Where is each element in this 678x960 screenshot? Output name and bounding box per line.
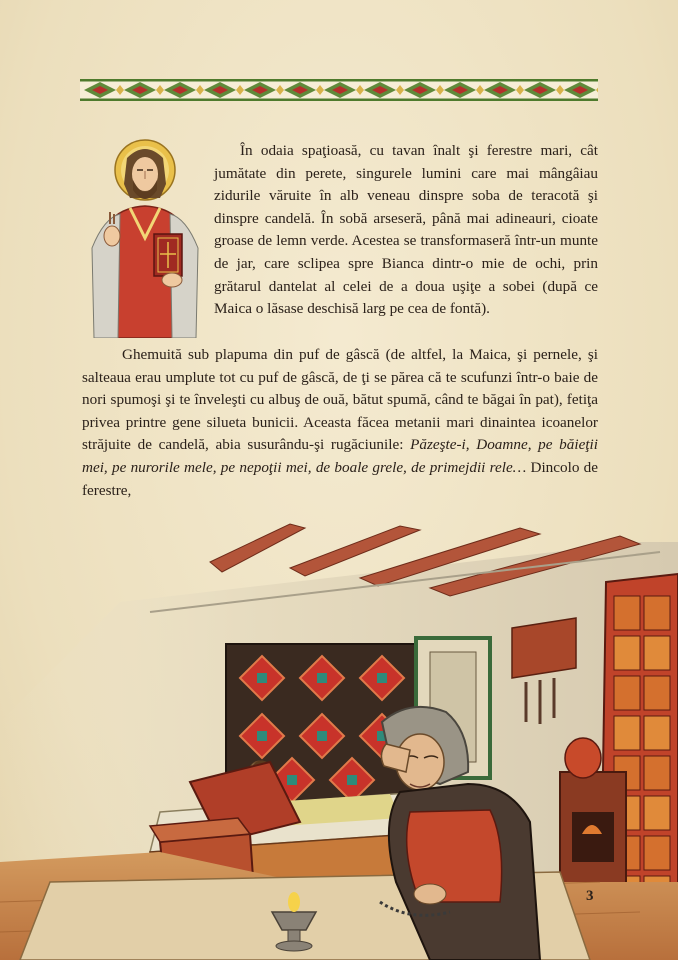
stove-tile bbox=[614, 716, 640, 750]
rug-motif-center bbox=[257, 731, 267, 741]
paragraph-2 bbox=[82, 344, 598, 502]
prayer-text: Păzeşte-i, Doamne, pe băieţii mei, pe nurorile mele, pe nepoţii mei, de boale grele, de primejdii rele… bbox=[82, 436, 598, 476]
paragraph-2-end: Dincolo de ferestre, bbox=[82, 458, 599, 499]
stove-tile bbox=[644, 596, 670, 630]
rug-motif-center bbox=[287, 775, 297, 785]
stove-tile bbox=[614, 636, 640, 670]
stove-tile bbox=[644, 716, 670, 750]
folk-pattern-border bbox=[80, 79, 598, 101]
rug-motif-center bbox=[257, 673, 267, 683]
stove-tile bbox=[644, 756, 670, 790]
stove-tile bbox=[614, 676, 640, 710]
rug-motif-center bbox=[377, 673, 387, 683]
page-number: 3 bbox=[586, 888, 594, 904]
stove-tile bbox=[644, 676, 670, 710]
stove-tile bbox=[644, 796, 670, 830]
christ-pantocrator-icon bbox=[90, 138, 200, 338]
rug-motif-center bbox=[317, 673, 327, 683]
grandmother-praying-scene bbox=[0, 522, 678, 960]
stove-tile bbox=[644, 836, 670, 870]
paragraph-2-start: Ghemuită sub plapuma din puf de gâscă (de altfel, la Maica, şi pernele, şi salteaua erau umplute tot cu puf de gâscă, de ţi se părea că te scufunzi într-o baie de nori spumoşi şi te înveleşti cu albuş de ouă, bătut spumă, când te băgai în pat), fetiţa privea printre gene silueta bunicii. Aceasta făcea metanii mari dinaintea icoanelor străjuite de candelă, abia susurându-şi rugăciunile: bbox=[82, 346, 598, 454]
paragraph-1-text: În odaia spaţioasă, cu tavan înalt şi ferestre mari, cât jumătate din perete, singurele lumini care mai mângâiau zidurile văruite în alb veneau dinspre soba de teracotă şi dinspre candelă. În sobă arseseră, până mai adineauri, cioate groase de lemn verde. Acestea se transformaseră într-un munte de jar, care sclipea spre Bianca dintr-o mie de ochi, prin grătarul dantelat al celei de a doua uşiţe a sobei (după ce Maica o lăsase deschisă larg pe cea de fontă). bbox=[214, 142, 598, 318]
paragraph-2-text bbox=[82, 344, 598, 502]
rug-motif-center bbox=[347, 775, 357, 785]
stove-tile bbox=[644, 636, 670, 670]
rug-motif-center bbox=[317, 731, 327, 741]
paragraph-1 bbox=[214, 140, 598, 321]
stove-tile bbox=[614, 596, 640, 630]
